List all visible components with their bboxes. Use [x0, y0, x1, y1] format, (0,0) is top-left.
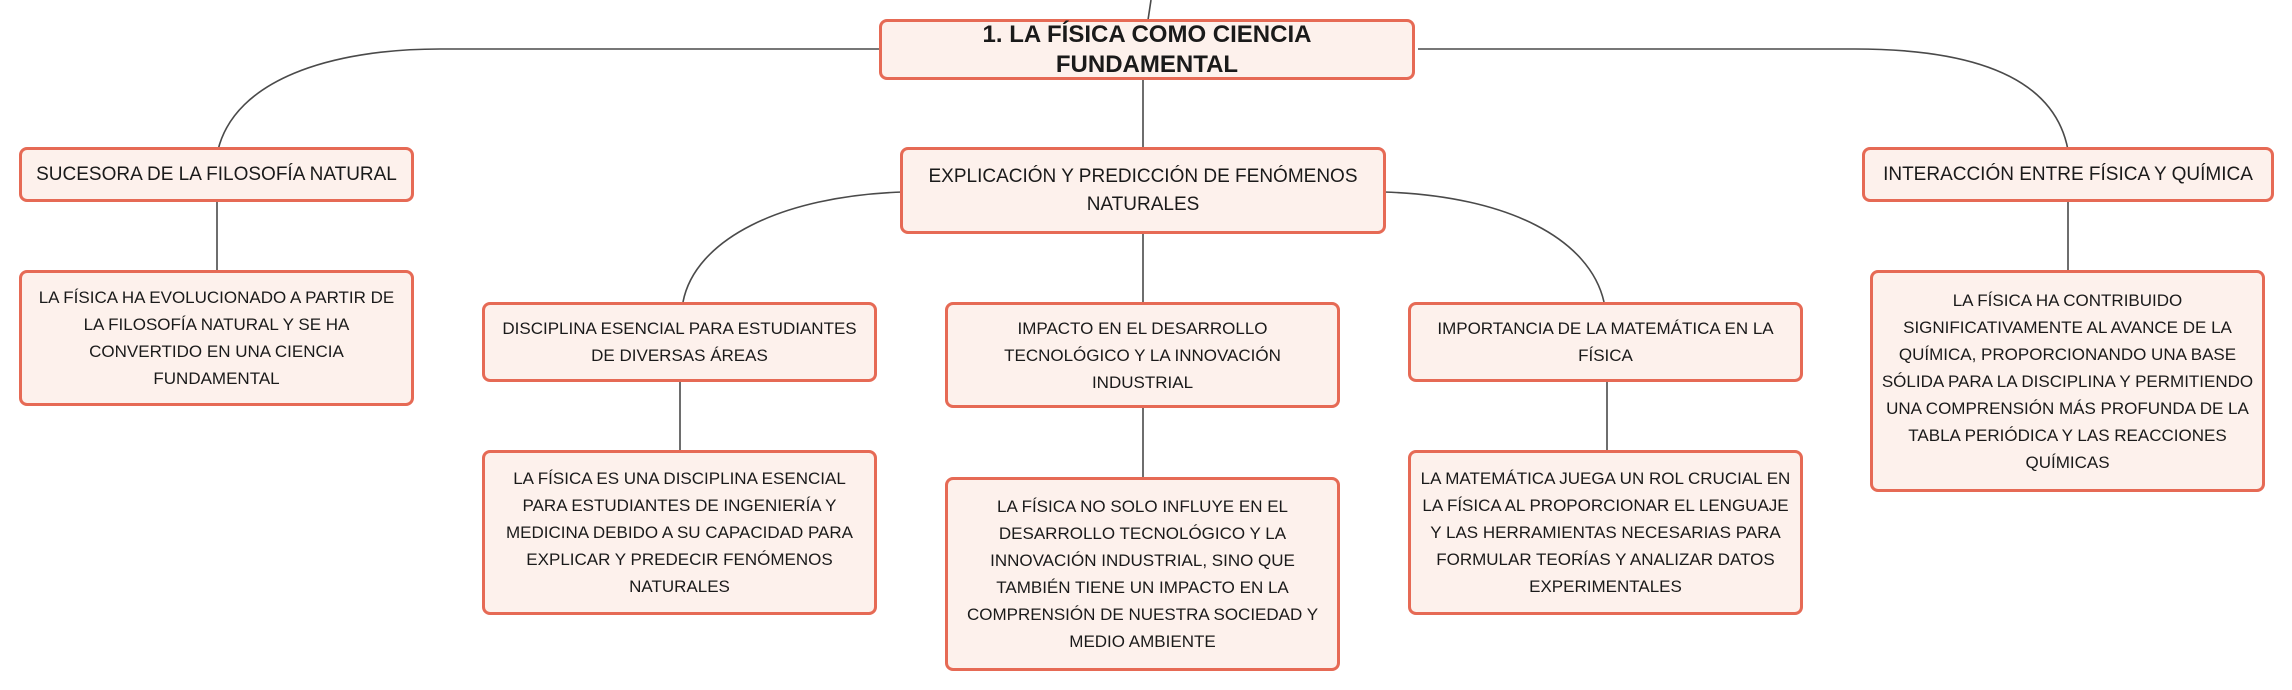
branch-sucesora-label: SUCESORA DE LA FILOSOFÍA NATURAL	[36, 163, 397, 185]
branch-interaccion-label: INTERACCIÓN ENTRE FÍSICA Y QUÍMICA	[1883, 163, 2253, 185]
root-topic-node[interactable]	[879, 19, 1415, 80]
subtopic-disciplina-label: DISCIPLINA ESENCIAL PARA ESTUDIANTES DE DIVERSAS ÁREAS	[502, 319, 857, 365]
connector-top-stub	[1148, 0, 1151, 20]
detail-impacto-text: LA FÍSICA NO SOLO INFLUYE EN EL DESARROLLO TECNOLÓGICO Y LA INNOVACIÓN INDUSTRIAL, SINO QUE TAMBIÉN TIENE UN IMPACTO EN LA COMPRENSIÓN DE NUESTRA SOCIEDAD Y MEDIO AMBIENTE	[966, 497, 1319, 651]
detail-node-impacto[interactable]	[945, 477, 1340, 671]
root-topic-label: 1. LA FÍSICA COMO CIENCIA FUNDAMENTAL	[982, 20, 1312, 78]
branch-explicacion-label: EXPLICACIÓN Y PREDICCIÓN DE FENÓMENOS NATURALES	[928, 165, 1358, 215]
detail-node-sucesora[interactable]	[19, 270, 414, 406]
connector-explicacion-to-matematica	[1384, 192, 1604, 302]
connector-root-to-branch-left	[218, 49, 880, 150]
detail-node-disciplina[interactable]	[482, 450, 877, 615]
connector-explicacion-to-disciplina	[683, 192, 903, 302]
subtopic-impacto-label: IMPACTO EN EL DESARROLLO TECNOLÓGICO Y LA INNOVACIÓN INDUSTRIAL	[1004, 318, 1281, 392]
subtopic-node-matematica[interactable]	[1408, 302, 1803, 382]
subtopic-matematica-label: IMPORTANCIA DE LA MATEMÁTICA EN LA FÍSICA	[1437, 319, 1774, 365]
subtopic-node-impacto[interactable]	[945, 302, 1340, 408]
detail-disciplina-text: LA FÍSICA ES UNA DISCIPLINA ESENCIAL PARA ESTUDIANTES DE INGENIERÍA Y MEDICINA DEBIDO A SU CAPACIDAD PARA EXPLICAR Y PREDECIR FENÓMENOS NATURALES	[505, 469, 853, 596]
branch-node-sucesora[interactable]	[19, 147, 414, 202]
detail-node-matematica[interactable]	[1408, 450, 1803, 615]
detail-interaccion-text: LA FÍSICA HA CONTRIBUIDO SIGNIFICATIVAMENTE AL AVANCE DE LA QUÍMICA, PROPORCIONANDO UNA BASE SÓLIDA PARA LA DISCIPLINA Y PERMITIENDO UNA COMPRENSIÓN MÁS PROFUNDA DE LA TABLA PERIÓDICA Y LAS REACCIONES QUÍMICAS	[1881, 290, 2254, 472]
detail-matematica-text: LA MATEMÁTICA JUEGA UN ROL CRUCIAL EN LA FÍSICA AL PROPORCIONAR EL LENGUAJE Y LAS HERRAMIENTAS NECESARIAS PARA FORMULAR TEORÍAS Y ANALIZAR DATOS EXPERIMENTALES	[1420, 469, 1791, 596]
detail-node-interaccion[interactable]	[1870, 270, 2265, 492]
branch-node-explicacion[interactable]	[900, 147, 1386, 234]
subtopic-node-disciplina[interactable]	[482, 302, 877, 382]
detail-sucesora-text: LA FÍSICA HA EVOLUCIONADO A PARTIR DE LA FILOSOFÍA NATURAL Y SE HA CONVERTIDO EN UNA CIENCIA FUNDAMENTAL	[38, 288, 395, 388]
connector-root-to-branch-right	[1418, 49, 2068, 150]
branch-node-interaccion[interactable]	[1862, 147, 2274, 202]
